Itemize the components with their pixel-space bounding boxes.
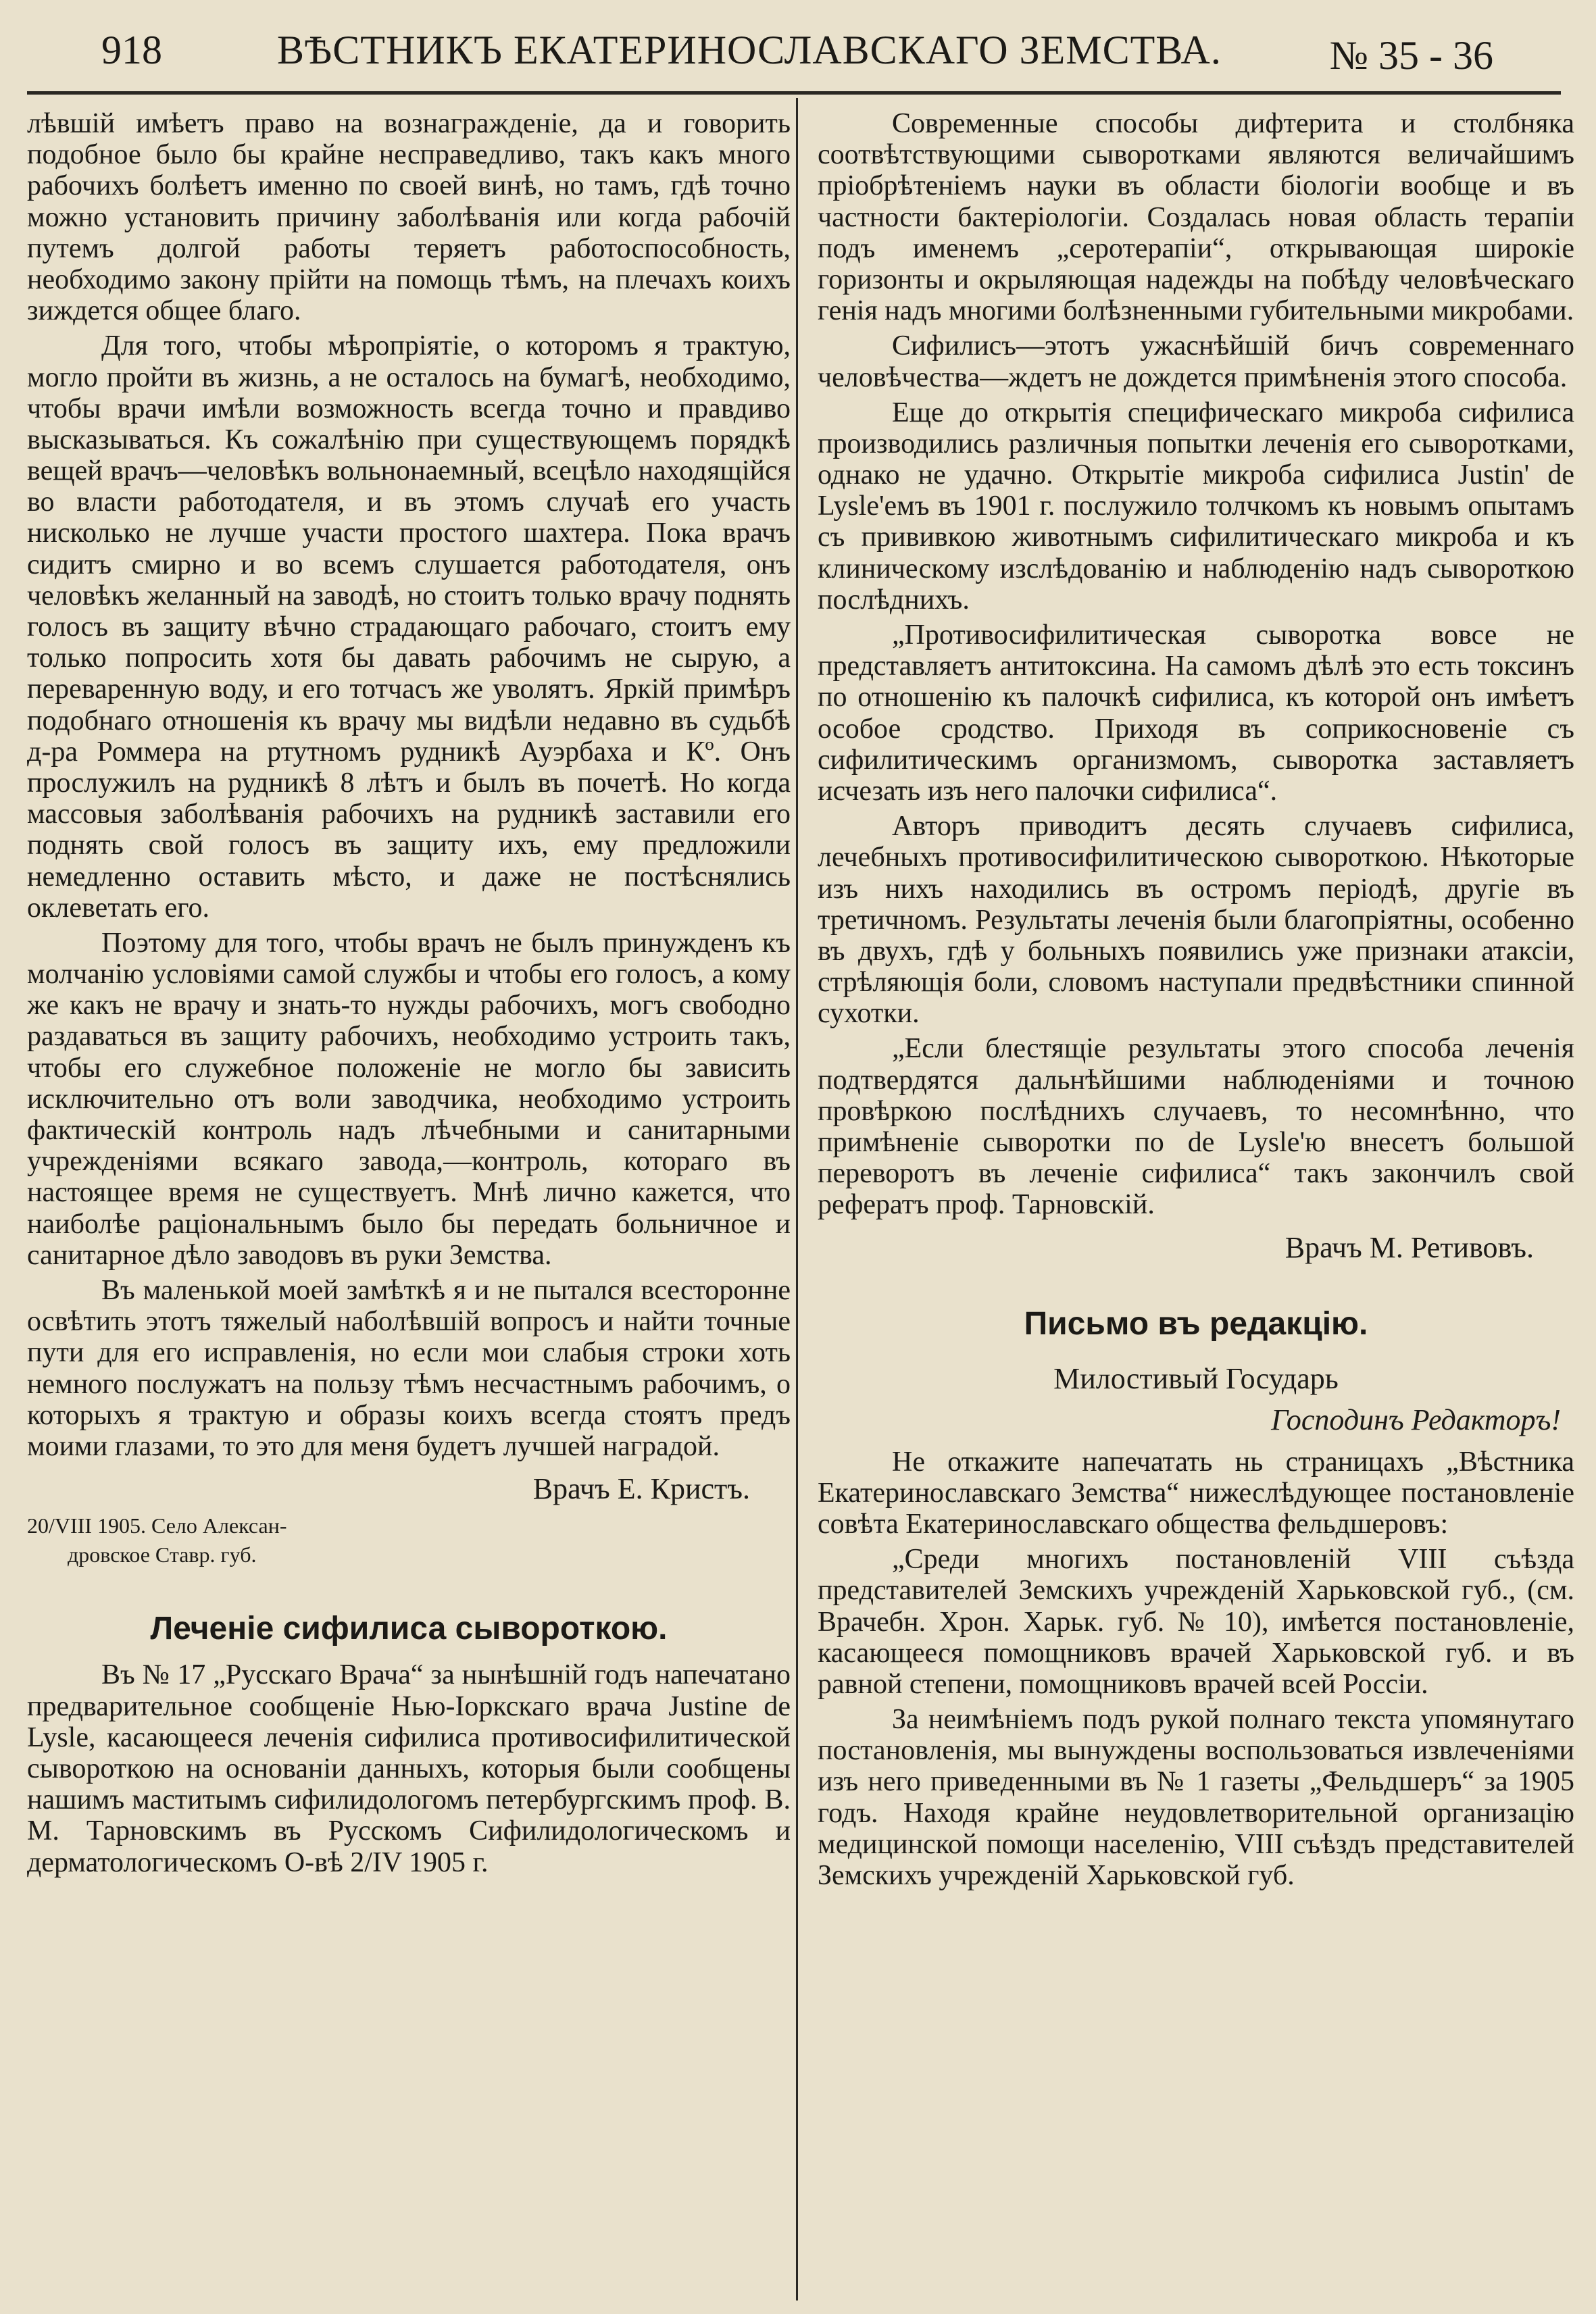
- issue-number: № 35 - 36: [1329, 33, 1493, 78]
- paragraph: „Если блестящіе результаты этого способа леченія подтвердятся дальнѣйшими наблюденіями и точною провѣркою послѣднихъ случаевъ, то несомнѣнно, что примѣненіе сыворотки по de Lysle'ю внесетъ большой переворотъ въ леченіе сифилиса“ такъ закончилъ свой рефератъ проф. Тарновскій.: [818, 1033, 1574, 1221]
- column-divider: [796, 98, 798, 2300]
- paragraph: Современные способы дифтерита и столбняка соотвѣтствующими сыворотками являются величайшимъ пріобрѣтеніемъ науки въ области біологіи вообще и въ частности бактеріологіи. Создалась новая область терапіи подъ именемъ „серотерапіи“, открывающая широкіе горизонты и окрыляющая надежды на побѣду человѣческаго генія надъ многими болѣзненными губительными микробами.: [818, 108, 1574, 327]
- paragraph: Поэтому для того, чтобы врачъ не былъ принужденъ къ молчанію условіями самой службы и чтобы его голосъ, а кому же какъ не врачу и знать-то нужды рабочихъ, могъ свободно раздаваться въ защиту рабочихъ, необходимо устроить такъ, чтобы его служебное положеніе не могло бы зависить исключительно отъ воли заводчика, необходимо устроить фактическій контроль надъ лѣчебными и санитарными учрежденіями всякаго завода,—контроль, котораго въ настоящее время не существуетъ. Мнѣ лично кажется, что наиболѣе раціональнымъ было бы передать больничное и санитарное дѣло заводовъ въ руки Земства.: [27, 927, 791, 1271]
- dateline-line: дровское Ставр. губ.: [68, 1542, 257, 1567]
- paragraph: Въ № 17 „Русскаго Врача“ за нынѣшній годъ напечатано предварительное сообщеніе Нью-Іоркскаго врача Justine de Lysle, касающееся леченія сифилиса противосифилитической сывороткою на основаніи данныхъ, которыя были сообщены нашимъ маститымъ сифилидологомъ петербургскимъ проф. В. М. Тарновскимъ въ Русскомъ Сифилидологическомъ и дерматологическомъ О-вѣ 2/IV 1905 г.: [27, 1659, 791, 1878]
- letter-title: Письмо въ редакцію.: [1024, 1305, 1368, 1342]
- left-column: [27, 108, 791, 1882]
- paragraph: „Противосифилитическая сыворотка вовсе не представляетъ антитоксина. На самомъ дѣлѣ это есть токсинъ по отношенію къ палочкѣ сифилиса, къ которой онъ имѣетъ особое сродство. Приходя въ соприкосновеніе съ сифилитическимъ организмомъ, сыворотка заставляетъ исчезать изъ него палочки сифилиса“.: [818, 620, 1574, 807]
- paragraph: „Среди многихъ постановленій VIII съѣзда представителей Земскихъ учрежденій Харьковской губ., (см. Врачебн. Хрон. Харьк. губ. № 10), имѣется постановленіе, касающееся помощниковъ врачей Харьковской губ. и въ равной степени, помощниковъ врачей всей Россіи.: [818, 1544, 1574, 1700]
- author-signature: Врачъ М. Ретивовъ.: [1285, 1230, 1534, 1264]
- paragraph: Еще до открытія специфическаго микроба сифилиса производились различныя попытки леченія его сыворотками, однако не удачно. Открытіе микроба сифилиса Justin' de Lysle'емъ въ 1901 г. послужило толчкомъ къ новымъ опытамъ съ прививкою животнымъ сифилитическаго микроба и къ клиническому изслѣдованію и наблюденію надъ сывороткою послѣднихъ.: [818, 397, 1574, 615]
- paragraph: Для того, чтобы мѣропріятіе, о которомъ я трактую, могло пройти въ жизнь, а не осталось на бумагѣ, необходимо, чтобы врачи имѣли возможность всегда точно и правдиво высказываться. Къ сожалѣнію при существующемъ порядкѣ вещей врачъ—человѣкъ вольнонаемный, всецѣло находящійся во власти работодателя, и въ этомъ случаѣ его участь нисколько не лучше участи простого шахтера. Пока врачъ сидитъ смирно и во всемъ слушается работодателя, онъ человѣкъ желанный на заводѣ, но стоитъ только врачу поднять голосъ въ защиту вѣчно страдающаго рабочаго, стоитъ ему только попросить хотя бы давать рабочимъ не сырую, а переваренную воду, и его тотчасъ же уволятъ. Яркій примѣръ подобнаго отношенія къ врачу мы видѣли недавно въ судьбѣ д-ра Роммера на ртутномъ рудникѣ Ауэрбаха и Кº. Онъ прослужилъ на рудникѣ 8 лѣтъ и былъ въ почетѣ. Но когда массовыя заболѣванія рабочихъ на рудникѣ заставили его поднять свой голосъ въ защиту ихъ, ему предложили немедленно оставить мѣсто, и даже не постѣснялись оклеветать его.: [27, 330, 791, 924]
- header-rule: [27, 91, 1561, 95]
- dateline: [27, 1511, 791, 1569]
- journal-title: ВѢСТНИКЪ ЕКАТЕРИНОСЛАВСКАГО ЗЕМСТВА.: [277, 28, 1222, 72]
- right-column: [818, 108, 1574, 1895]
- paragraph: Въ маленькой моей замѣткѣ я и не пытался всесторонне освѣтить этотъ тяжелый наболѣвшій вопросъ и найти точные пути для его исправленія, но если мои слабыя строки хоть немного послужатъ на пользу тѣмъ несчастнымъ рабочимъ, о которыхъ я трактую и образы коихъ всегда стоятъ предъ моими глазами, то это для меня будетъ лучшей наградой.: [27, 1274, 791, 1462]
- page-number: 918: [101, 28, 162, 72]
- paragraph: Авторъ приводитъ десять случаевъ сифилиса, лечебныхъ противосифилитическою сывороткою. Нѣкоторые изъ нихъ находились въ остромъ періодѣ, другіе въ третичномъ. Результаты леченія были благопріятны, особенно въ двухъ, гдѣ у больныхъ появились уже признаки атаксіи, стрѣляющія боли, словомъ наступали предвѣстники спинной сухотки.: [818, 811, 1574, 1030]
- article-title: Леченіе сифилиса сывороткою.: [150, 1611, 668, 1647]
- author-signature: Врачъ Е. Кристъ.: [532, 1472, 750, 1506]
- paragraph: За неимѣніемъ подъ рукой полнаго текста упомянутаго постановленія, мы вынуждены воспользоваться извлеченіями изъ него приведенными въ № 1 газеты „Фельдшеръ“ за 1905 годъ. Находя крайне неудовлетворительной организацію медицинской помощи населенію, VIII съѣздъ представителей Земскихъ учрежденій Харьковской губ.: [818, 1704, 1574, 1891]
- paragraph: Сифилисъ—этотъ ужаснѣйшій бичъ современнаго человѣчества—ждетъ не дождется примѣненія этого способа.: [818, 330, 1574, 393]
- paragraph: Не откажите напечатать нь страницахъ „Вѣстника Екатеринославскаго Земства“ нижеслѣдующее постановленіе совѣта Екатеринославскаго общества фельдшеровъ:: [818, 1446, 1574, 1540]
- letter-address: Господинъ Редакторъ!: [1271, 1403, 1561, 1436]
- dateline-line: 20/VIII 1905. Село Алексан-: [27, 1513, 287, 1538]
- paragraph: лѣвшій имѣетъ право на вознагражденіе, да и говорить подобное было бы крайне несправедливо, такъ какъ много рабочихъ болѣетъ именно по своей винѣ, но тамъ, гдѣ точно можно установить причину заболѣванія или когда рабочій путемъ долгой работы теряетъ работоспособность, необходимо закону прійти на помощь тѣмъ, на плечахъ коихъ зиждется общее благо.: [27, 108, 791, 327]
- page-header: [101, 12, 1493, 88]
- letter-greeting: Милостивый Государь: [1053, 1361, 1339, 1395]
